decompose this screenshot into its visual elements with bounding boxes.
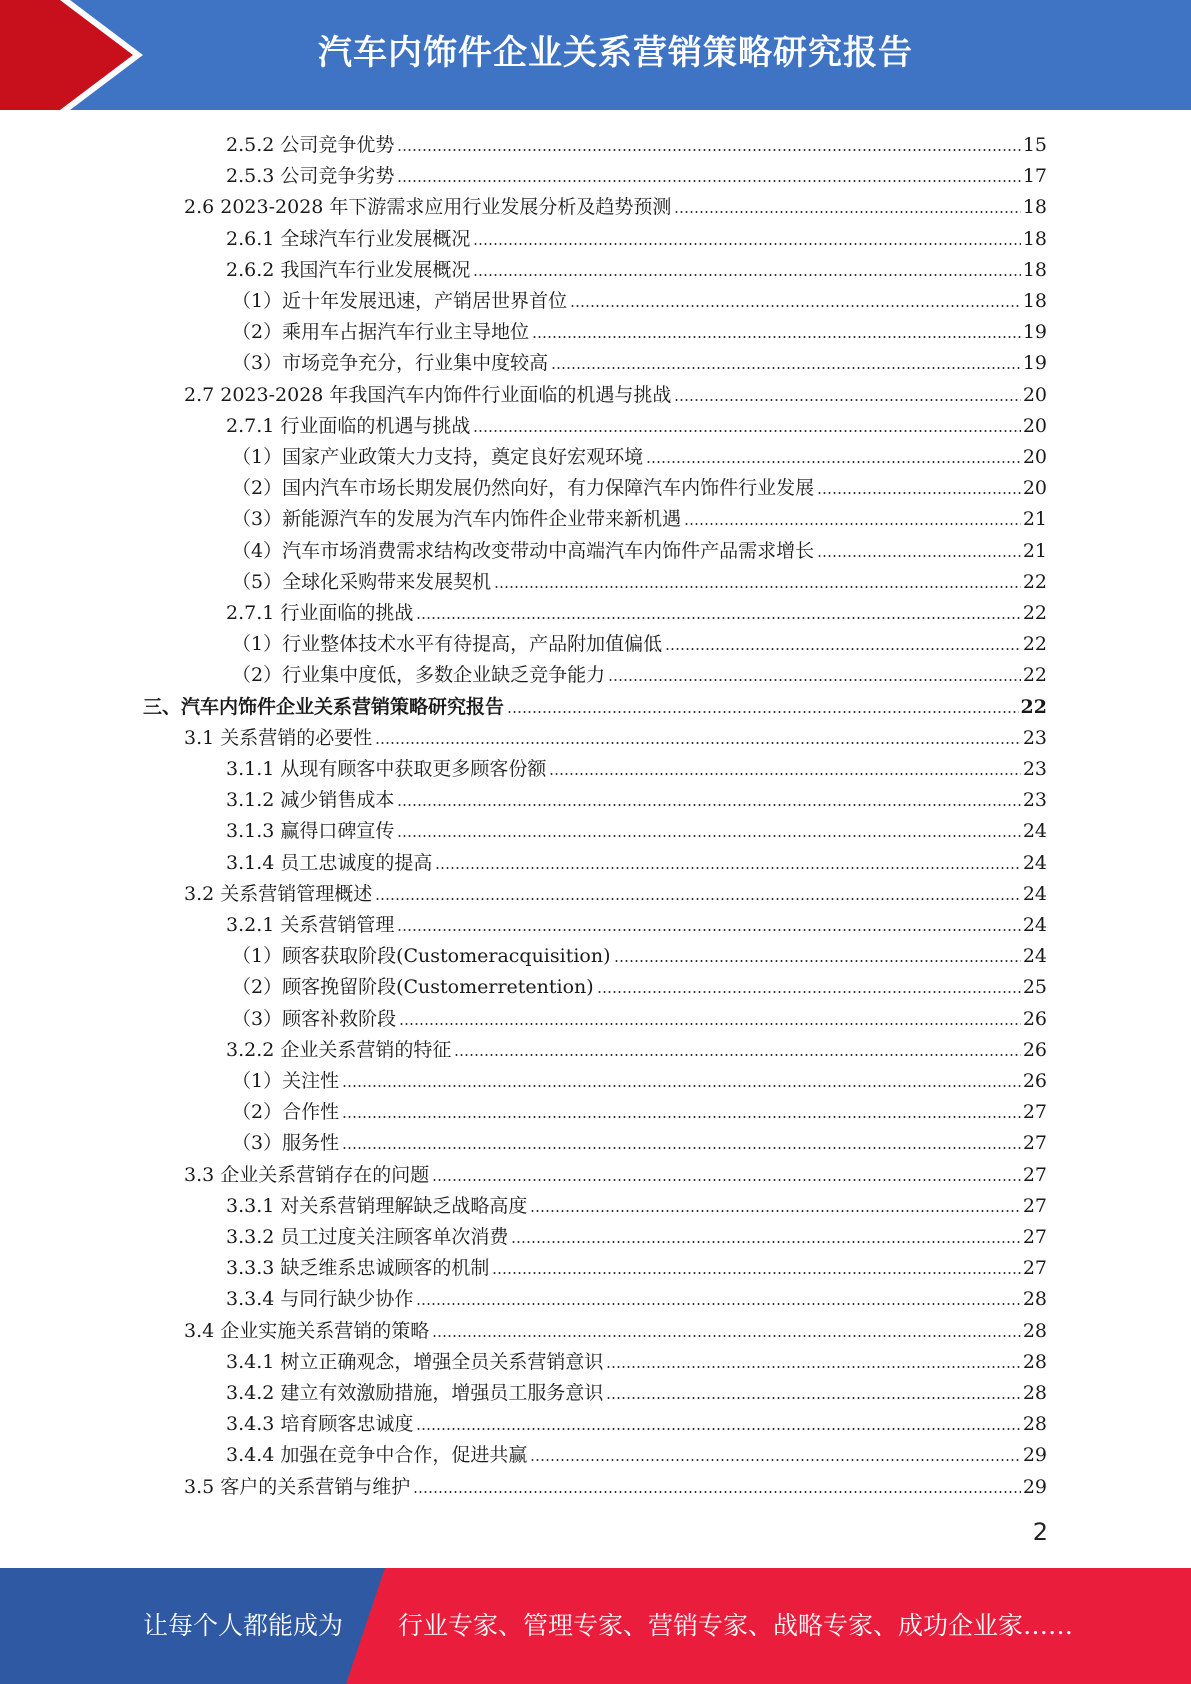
toc-entry-label: 3.4 企业实施关系营销的策略 — [184, 1319, 430, 1342]
toc-entry-label: 2.7.1 行业面临的挑战 — [226, 602, 414, 624]
toc-entry[interactable] — [226, 1404, 1047, 1435]
toc-leader-dots — [397, 149, 1020, 151]
toc-entry-label: （3）市场竞争充分，行业集中度较高 — [232, 352, 549, 375]
toc-entry-page: 19 — [1022, 352, 1047, 375]
toc-leader-dots — [399, 1023, 1021, 1025]
toc-entry-page: 26 — [1022, 1038, 1047, 1061]
toc-entry[interactable] — [184, 1155, 1047, 1186]
toc-entry[interactable] — [226, 1435, 1047, 1466]
toc-entry[interactable] — [232, 343, 1047, 374]
toc-entry-page: 25 — [1022, 976, 1047, 999]
toc-leader-dots — [665, 648, 1021, 650]
toc-entry[interactable] — [232, 468, 1047, 499]
toc-entry-page: 23 — [1022, 789, 1047, 812]
toc-entry-page: 18 — [1022, 196, 1047, 219]
toc-leader-dots — [494, 586, 1021, 588]
toc-entry-page: 20 — [1022, 383, 1047, 406]
toc-entry-page: 23 — [1022, 758, 1047, 780]
toc-entry[interactable] — [232, 999, 1047, 1030]
page-footer — [0, 1568, 1191, 1684]
toc-entry-page: 28 — [1022, 1319, 1047, 1342]
toc-entry-label: （2）顾客挽留阶段(Customerretention) — [232, 976, 594, 999]
toc-entry-page: 20 — [1022, 414, 1047, 437]
toc-leader-dots — [570, 305, 1021, 307]
toc-leader-dots — [597, 991, 1021, 993]
toc-leader-dots — [608, 679, 1021, 681]
toc-leader-dots — [473, 430, 1020, 432]
toc-entry[interactable] — [184, 874, 1047, 905]
toc-entry-label: （3）服务性 — [232, 1132, 340, 1155]
toc-leader-dots — [674, 399, 1020, 401]
toc-entry[interactable] — [232, 1092, 1047, 1123]
toc-entry-page: 20 — [1022, 446, 1047, 468]
footer-slogan-right: 行业专家、管理专家、营销专家、战略专家、成功企业家…… — [398, 1611, 1074, 1640]
toc-leader-dots — [397, 804, 1020, 806]
toc-entry-page: 19 — [1022, 321, 1047, 344]
toc-entry-label: 3.2 关系营销管理概述 — [184, 882, 373, 905]
toc-entry-label: 2.6.2 我国汽车行业发展概况 — [226, 258, 471, 281]
page-number: 2 — [1032, 1518, 1048, 1546]
toc-leader-dots — [674, 211, 1020, 213]
toc-entry-page: 27 — [1022, 1226, 1047, 1248]
toc-leader-dots — [397, 180, 1020, 182]
toc-entry[interactable] — [226, 406, 1047, 437]
toc-entry-label: 3.3 企业关系营销存在的问题 — [184, 1163, 430, 1186]
toc-entry-page: 24 — [1022, 820, 1047, 843]
toc-leader-dots — [511, 1241, 1020, 1243]
toc-entry-label: 3.3.4 与同行缺少协作 — [226, 1288, 414, 1311]
toc-leader-dots — [606, 1366, 1020, 1368]
toc-entry-label: （2）乘用车占据汽车行业主导地位 — [232, 321, 530, 344]
toc-entry-page: 24 — [1022, 851, 1047, 874]
toc-entry[interactable] — [226, 250, 1047, 281]
toc-entry-label: （3）顾客补救阶段 — [232, 1007, 397, 1030]
toc-entry[interactable] — [232, 1123, 1047, 1154]
toc-leader-dots — [473, 274, 1020, 276]
toc-entry[interactable] — [226, 1342, 1047, 1373]
toc-entry-label: 三、汽车内饰件企业关系营销策略研究报告 — [143, 695, 505, 718]
toc-leader-dots — [432, 1179, 1021, 1181]
toc-entry-label: 3.4.4 加强在竞争中合作，促进共赢 — [226, 1444, 528, 1467]
toc-leader-dots — [532, 336, 1021, 338]
toc-entry-label: （1）关注性 — [232, 1070, 340, 1092]
toc-entry[interactable] — [226, 780, 1047, 811]
toc-entry[interactable] — [226, 1248, 1047, 1279]
toc-entry-label: 3.1.2 减少销售成本 — [226, 789, 395, 812]
toc-entry-page: 20 — [1022, 477, 1047, 500]
toc-entry-label: （2）国内汽车市场长期发展仍然向好，有力保障汽车内饰件行业发展 — [232, 477, 815, 500]
toc-entry-label: 3.1 关系营销的必要性 — [184, 726, 373, 749]
toc-entry-label: （3）新能源汽车的发展为汽车内饰件企业带来新机遇 — [232, 508, 682, 531]
toc-leader-dots — [416, 617, 1020, 619]
toc-entry[interactable] — [226, 905, 1047, 936]
toc-entry-label: 3.4.1 树立正确观念，增强全员关系营销意识 — [226, 1350, 604, 1373]
toc-entry-page: 21 — [1022, 539, 1047, 562]
toc-entry[interactable] — [226, 811, 1047, 842]
toc-leader-dots — [530, 1459, 1020, 1461]
toc-entry[interactable] — [226, 1217, 1047, 1248]
toc-leader-dots — [454, 1054, 1020, 1056]
toc-entry-label: （1）顾客获取阶段(Customeracquisition) — [232, 945, 611, 968]
toc-entry[interactable] — [226, 1186, 1047, 1217]
toc-entry-page: 18 — [1022, 227, 1047, 250]
toc-entry-label: 2.7 2023-2028 年我国汽车内饰件行业面临的机遇与挑战 — [184, 383, 672, 406]
toc-entry-label: 2.6.1 全球汽车行业发展概况 — [226, 227, 471, 250]
toc-entry[interactable] — [232, 967, 1047, 998]
toc-leader-dots — [342, 1147, 1021, 1149]
toc-entry[interactable] — [184, 1311, 1047, 1342]
toc-entry-label: 3.4.2 建立有效激励措施，增强员工服务意识 — [226, 1382, 604, 1404]
toc-entry-page: 22 — [1020, 695, 1047, 718]
toc-entry-page: 18 — [1022, 290, 1047, 312]
toc-leader-dots — [492, 1272, 1020, 1274]
toc-entry[interactable] — [226, 593, 1047, 624]
toc-entry-label: （4）汽车市场消费需求结构改变带动中高端汽车内饰件产品需求增长 — [232, 539, 815, 562]
toc-entry[interactable] — [226, 843, 1047, 874]
toc-entry[interactable] — [226, 1279, 1047, 1310]
toc-entry-page: 17 — [1022, 165, 1047, 188]
toc-entry-page: 22 — [1022, 664, 1047, 687]
toc-entry-label: （2）行业集中度低，多数企业缺乏竞争能力 — [232, 664, 606, 687]
toc-entry[interactable] — [143, 687, 1047, 718]
toc-entry-page: 29 — [1022, 1444, 1047, 1467]
toc-entry[interactable] — [226, 125, 1047, 156]
toc-leader-dots — [684, 523, 1021, 525]
toc-entry-page: 24 — [1022, 914, 1047, 936]
toc-entry[interactable] — [232, 531, 1047, 562]
toc-entry[interactable] — [226, 156, 1047, 187]
toc-entry[interactable] — [226, 1030, 1047, 1061]
toc-leader-dots — [551, 367, 1021, 369]
toc-entry-page: 23 — [1022, 726, 1047, 749]
toc-entry-label: 3.1.1 从现有顾客中获取更多顾客份额 — [226, 758, 547, 780]
toc-entry-label: 3.5 客户的关系营销与维护 — [184, 1475, 411, 1498]
toc-entry-label: 2.7.1 行业面临的机遇与挑战 — [226, 414, 471, 437]
toc-entry-label: 2.5.3 公司竞争劣势 — [226, 165, 395, 188]
toc-leader-dots — [397, 929, 1020, 931]
toc-entry-label: 3.1.4 员工忠诚度的提高 — [226, 851, 433, 874]
toc-leader-dots — [817, 492, 1021, 494]
toc-entry[interactable] — [232, 1061, 1047, 1092]
toc-leader-dots — [375, 742, 1021, 744]
toc-entry-label: （1）行业整体技术水平有待提高，产品附加值偏低 — [232, 633, 663, 656]
toc-entry-label: 3.2.2 企业关系营销的特征 — [226, 1038, 452, 1061]
toc-leader-dots — [646, 461, 1021, 463]
toc-entry-label: 3.3.3 缺乏维系忠诚顾客的机制 — [226, 1257, 490, 1280]
toc-leader-dots — [614, 960, 1021, 962]
toc-leader-dots — [375, 898, 1021, 900]
page-header — [0, 0, 1191, 110]
toc-leader-dots — [397, 835, 1020, 837]
toc-entry-label: 3.2.1 关系营销管理 — [226, 914, 395, 936]
toc-entry-label: （2）合作性 — [232, 1101, 340, 1124]
toc-entry[interactable] — [232, 562, 1047, 593]
toc-entry-page: 24 — [1022, 945, 1047, 968]
toc-entry-page: 27 — [1022, 1101, 1047, 1124]
toc-entry-label: 3.4.3 培育顾客忠诚度 — [226, 1413, 414, 1436]
toc-leader-dots — [473, 243, 1020, 245]
footer-slogan-left: 让每个人都能成为 — [143, 1611, 344, 1640]
toc-entry-page: 15 — [1022, 134, 1047, 156]
toc-entry[interactable] — [232, 655, 1047, 686]
toc-leader-dots — [549, 773, 1020, 775]
toc-entry-page: 18 — [1022, 258, 1047, 281]
toc-entry-page: 22 — [1022, 633, 1047, 656]
toc-entry[interactable] — [232, 312, 1047, 343]
toc-entry[interactable] — [232, 624, 1047, 655]
toc-entry[interactable] — [226, 219, 1047, 250]
toc-entry-label: （1）国家产业政策大力支持，奠定良好宏观环境 — [232, 446, 644, 468]
toc-entry[interactable] — [232, 437, 1047, 468]
toc-leader-dots — [530, 1210, 1020, 1212]
toc-leader-dots — [342, 1085, 1021, 1087]
toc-leader-dots — [413, 1491, 1021, 1493]
toc-entry[interactable] — [184, 718, 1047, 749]
toc-entry-page: 22 — [1022, 602, 1047, 624]
toc-entry-label: （1）近十年发展迅速，产销居世界首位 — [232, 290, 568, 312]
toc-entry-page: 22 — [1022, 570, 1047, 593]
toc-entry-page: 28 — [1022, 1382, 1047, 1404]
toc-entry-label: 3.3.2 员工过度关注顾客单次消费 — [226, 1226, 509, 1248]
toc-entry[interactable] — [226, 1373, 1047, 1404]
toc-entry-page: 21 — [1022, 508, 1047, 531]
toc-leader-dots — [817, 555, 1021, 557]
toc-entry[interactable] — [232, 499, 1047, 530]
toc-entry-page: 27 — [1022, 1194, 1047, 1217]
toc-leader-dots — [507, 711, 1019, 713]
toc-entry[interactable] — [184, 375, 1047, 406]
toc-entry-page: 29 — [1022, 1475, 1047, 1498]
document-title: 汽车内饰件企业关系营销策略研究报告 — [318, 33, 913, 73]
toc-entry-page: 27 — [1022, 1163, 1047, 1186]
toc-entry-page: 28 — [1022, 1413, 1047, 1436]
toc-entry-page: 27 — [1022, 1257, 1047, 1280]
toc-entry-page: 27 — [1022, 1132, 1047, 1155]
toc-entry[interactable] — [232, 281, 1047, 312]
toc-entry[interactable] — [184, 1467, 1047, 1498]
toc-entry-label: 2.6 2023-2028 年下游需求应用行业发展分析及趋势预测 — [184, 196, 672, 219]
toc-entry-page: 26 — [1022, 1007, 1047, 1030]
toc-leader-dots — [432, 1335, 1021, 1337]
toc-entry-page: 24 — [1022, 882, 1047, 905]
toc-entry-page: 28 — [1022, 1288, 1047, 1311]
toc-leader-dots — [416, 1428, 1020, 1430]
toc-entry-label: 2.5.2 公司竞争优势 — [226, 134, 395, 156]
toc-leader-dots — [606, 1397, 1020, 1399]
toc-entry-page: 28 — [1022, 1350, 1047, 1373]
toc-leader-dots — [435, 867, 1020, 869]
toc-entry-label: （5）全球化采购带来发展契机 — [232, 570, 492, 593]
toc-entry[interactable] — [232, 936, 1047, 967]
toc-entry[interactable] — [226, 749, 1047, 780]
toc-entry[interactable] — [184, 187, 1047, 218]
toc-entry-page: 26 — [1022, 1070, 1047, 1092]
toc-leader-dots — [342, 1116, 1021, 1118]
toc-leader-dots — [416, 1303, 1020, 1305]
toc-entry-label: 3.3.1 对关系营销理解缺乏战略高度 — [226, 1194, 528, 1217]
toc-entry-label: 3.1.3 赢得口碑宣传 — [226, 820, 395, 843]
